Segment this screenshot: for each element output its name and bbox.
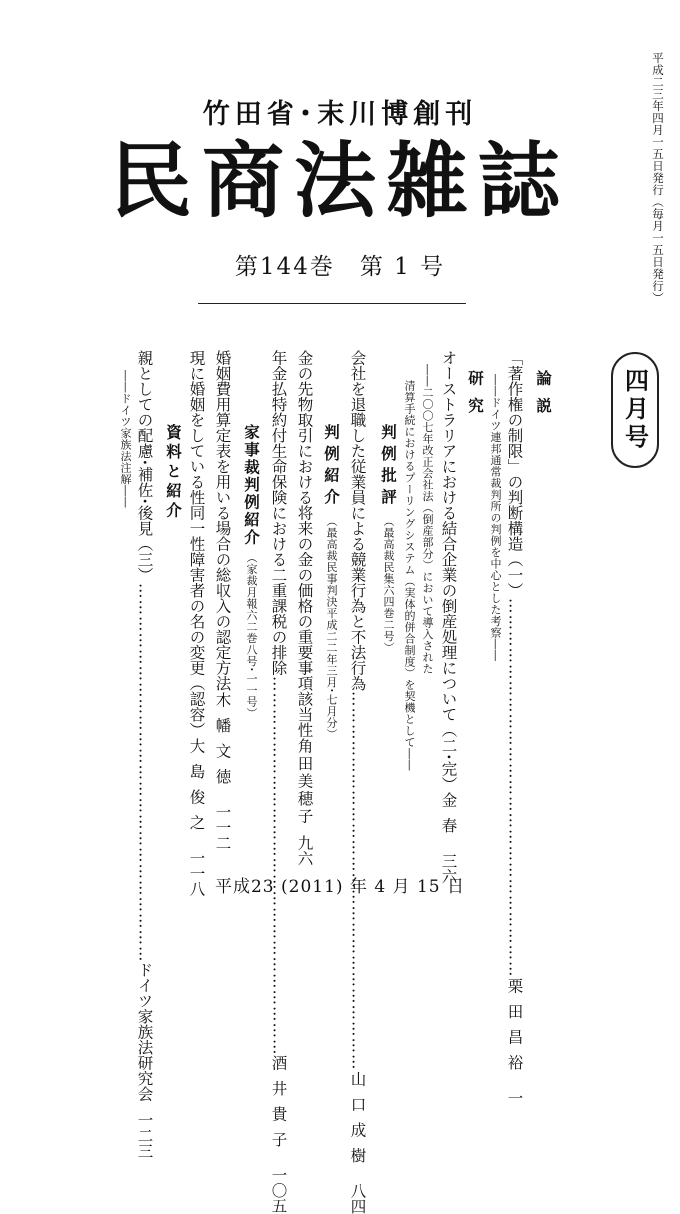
entry-author: 栗田昌裕 — [505, 977, 524, 1080]
founders-line: 竹田省･末川博創刊 — [202, 99, 478, 130]
toc-entry-hanrei-shokai-2[interactable] — [269, 350, 288, 1214]
section-kaji-hanrei — [240, 424, 262, 719]
entry-page: 九六 — [295, 835, 314, 866]
entry-page: 一二三 — [135, 1111, 154, 1159]
section-heading: 判例批評 — [379, 424, 398, 510]
entry-title: 婚姻費用算定表を用いる場合の総収入の認定方法 — [213, 350, 232, 691]
entry-title: 金の先物取引における将来の金の価格の重要事項該当性 — [295, 350, 314, 738]
toc-entry-hanrei-shokai-1[interactable] — [295, 350, 314, 866]
section-note: （家裁月報六二巻八号･一一号） — [245, 551, 258, 719]
toc-entry-shiryo[interactable] — [135, 350, 154, 1159]
section-heading: 判例紹介 — [322, 424, 341, 510]
entry-title: 会社を退職した従業員による競業行為と不法行為 — [348, 350, 367, 691]
section-hanrei-shokai — [320, 424, 342, 740]
entry-page: 一一八 — [187, 849, 206, 896]
section-hanrei-hihyo — [377, 424, 399, 653]
entry-title: 現に婚姻をしている性同一性障害者の名の変更（認容） — [187, 350, 206, 738]
issue-badge — [611, 352, 659, 468]
entry-page: 三六 — [439, 852, 458, 884]
entry-title: 親としての配慮･補佐･後見（三） — [135, 350, 154, 583]
entry-page: 八四 — [348, 1182, 367, 1214]
issue-label: 四月号 — [620, 368, 650, 452]
entry-title: オーストラリアにおける結合企業の倒産処理について（二･完） — [439, 350, 458, 792]
leader-dots: …………………………………………………………… — [348, 691, 367, 1071]
issue-date: 平成23 (2011) 年 4 月 15 日 — [214, 877, 466, 897]
section-heading: 家事裁判例紹介 — [242, 424, 261, 547]
entry-author: 木幡文徳 — [213, 691, 232, 794]
toc-entry-kenkyu[interactable] — [439, 350, 458, 884]
entry-page: 一 — [505, 1089, 524, 1105]
section-heading-kenkyu: 研究 — [466, 370, 485, 425]
entry-page: 一〇五 — [269, 1167, 288, 1214]
entry-author: 山口成樹 — [348, 1070, 367, 1173]
toc-entry-hanrei-hihyo[interactable] — [348, 350, 367, 1214]
entry-author: 金春 — [439, 791, 458, 843]
entry-title: 「著作権の制限」の判断構造（一） — [505, 350, 524, 598]
section-heading-ronsetsu: 論説 — [534, 370, 553, 425]
leader-dots: …………………………………………………………… — [505, 598, 524, 978]
entry-author: 角田美穂子 — [295, 737, 314, 825]
toc-entry-kaji-1[interactable] — [214, 350, 230, 850]
section-note: （最高裁民事判決平成二二年三月･七月分） — [325, 515, 338, 740]
toc-entry-ronsetsu[interactable] — [505, 350, 524, 1105]
journal-title: 民商法雑誌 — [109, 133, 570, 229]
entry-author: 大島俊之 — [187, 737, 206, 840]
entry-subtitle: ――二〇〇七年改正会社法（倒産部分）において導入された — [421, 364, 434, 675]
entry-page: 一一二 — [213, 803, 232, 850]
entry-subtitle: 清算手続におけるプーリングシステム（実体的併合制度）を契機として―― — [403, 380, 416, 771]
entry-subtitle: ――ドイツ家族法注解―― — [119, 370, 132, 508]
entry-author: 酒井貴子 — [269, 1055, 288, 1157]
section-note: （最高裁民集六四巻二号） — [382, 515, 395, 654]
title-divider — [198, 303, 466, 304]
leader-dots: …………………………………………………………… — [135, 582, 154, 963]
entry-title: 年金払特約付生命保険における二重課税の排除 — [269, 350, 288, 676]
section-heading-shiryo: 資料と紹介 — [164, 424, 183, 522]
entry-subtitle: ――ドイツ連邦通常裁判所の判例を中心とした考察―― — [489, 374, 502, 662]
publication-note: 平成二三年四月一五日発行（毎月一五日発行） — [651, 52, 665, 304]
volume-number: 第144巻 第 1 号 — [234, 254, 446, 280]
entry-author: ドイツ家族法研究会 — [135, 962, 154, 1102]
toc-entry-kaji-2[interactable] — [187, 350, 206, 896]
leader-dots: …………………………………………………………… — [269, 675, 288, 1055]
